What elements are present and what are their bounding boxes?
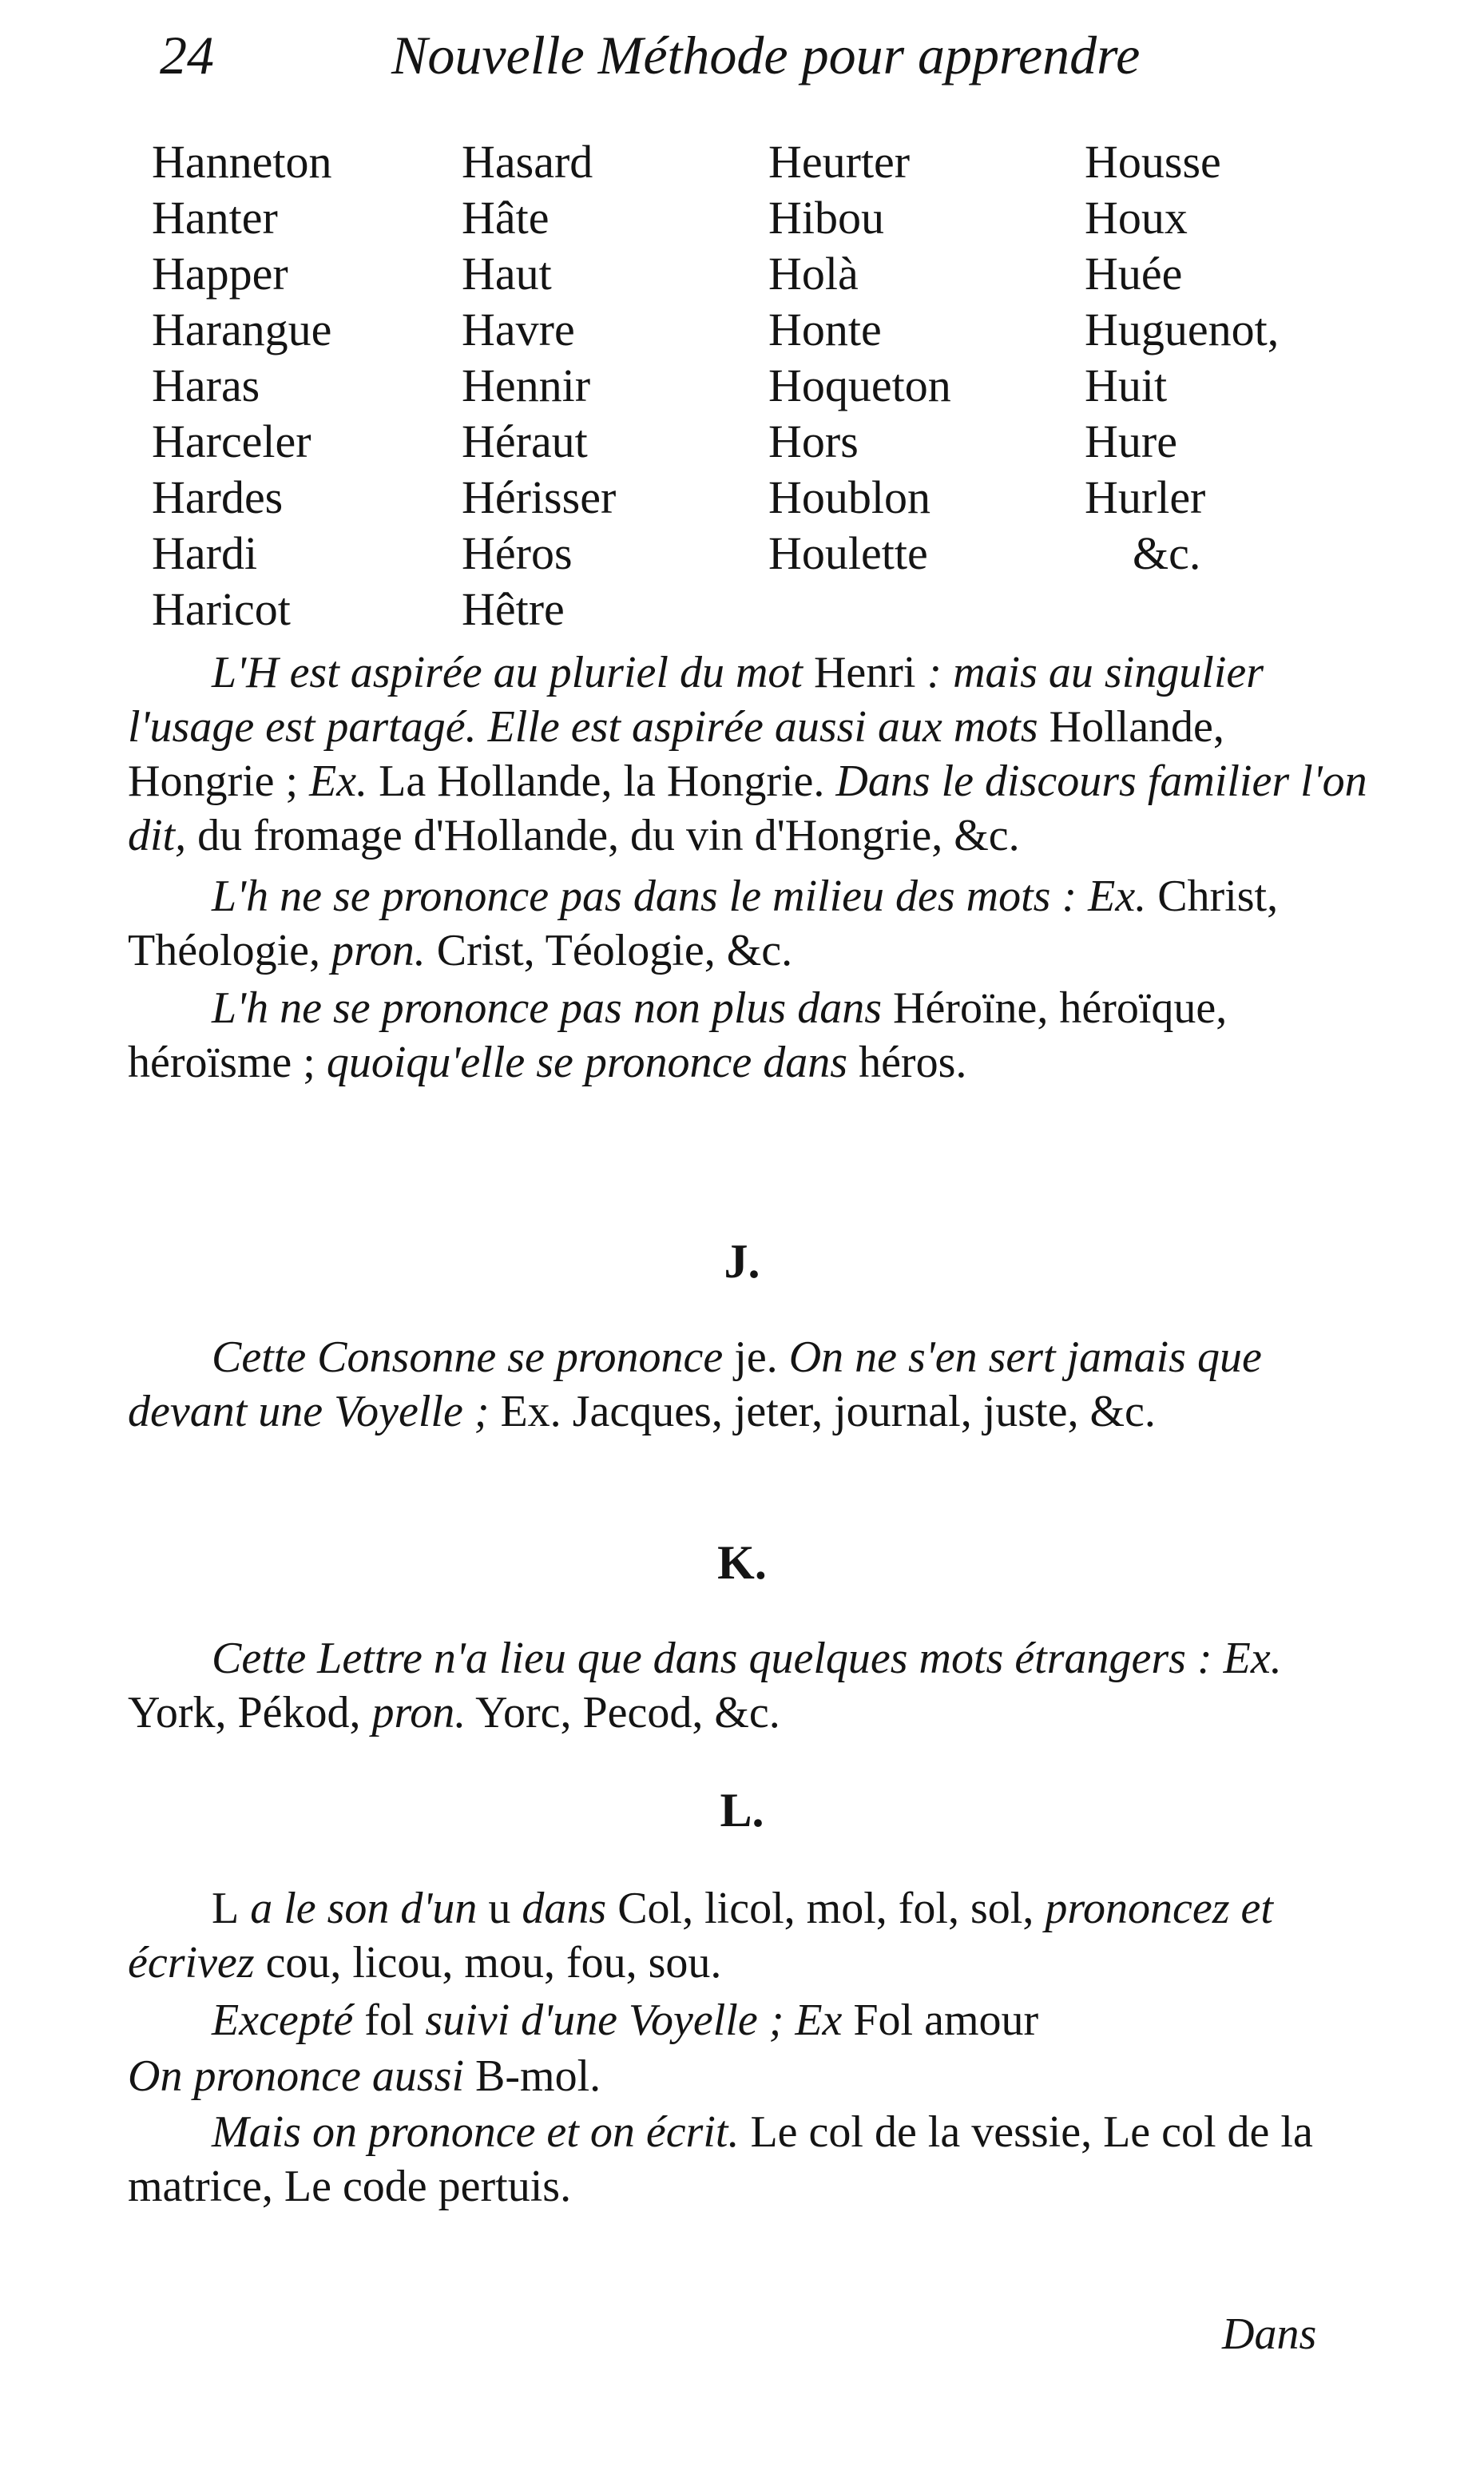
text-run: L'h ne se prononce pas non plus dans (212, 983, 893, 1033)
word-column-4 (1085, 134, 1404, 582)
text-run: Cette Lettre n'a lieu que dans quelques mots étrangers : (212, 1634, 1224, 1683)
word-item: Huée (1085, 248, 1183, 300)
text-run: Christ, Théologie, (128, 872, 1279, 975)
section-heading-l: L. (720, 1784, 764, 1837)
word-item: Houlette (768, 527, 928, 579)
text-run: Ex. (500, 1387, 561, 1436)
word-item: Hanneton (152, 136, 332, 188)
text-run: fol (364, 1995, 415, 2045)
section-l-paragraph-4 (128, 2105, 1382, 2214)
word-item: Holà (768, 248, 859, 300)
text-run: L (212, 1884, 240, 1933)
word-item: Hâte (462, 192, 550, 244)
text-run: pron. (371, 1688, 466, 1737)
word-item: Harceler (152, 415, 311, 467)
section-l-paragraph-3 (128, 2049, 1382, 2103)
word-item: Hure (1085, 415, 1177, 467)
text-run: Ex. (1223, 1634, 1282, 1683)
word-item: Hardes (152, 471, 284, 523)
text-run: a le son d'un (239, 1884, 489, 1933)
text-run: u (488, 1884, 511, 1933)
word-item: Hardi (152, 527, 258, 579)
text-run: je. (734, 1332, 778, 1382)
catchword: Dans (1222, 2309, 1317, 2359)
text-run: York, Pékod, (128, 1688, 372, 1737)
word-item: Hérisser (462, 471, 617, 523)
text-run: prononcez et écrivez (128, 1884, 1273, 1988)
word-item: Hurler (1085, 471, 1206, 523)
text-run: Hollande, Hongrie ; (128, 702, 1224, 806)
word-item: Havre (462, 304, 575, 355)
text-run: Mais on prononce et on écrit. (212, 2107, 751, 2157)
text-run: Excepté (212, 1995, 365, 2045)
word-item: Huguenot, (1085, 304, 1280, 355)
text-run: Ex. (1088, 872, 1147, 921)
word-item: Hennir (462, 359, 591, 411)
word-column-2 (462, 134, 781, 637)
word-item: Haras (152, 359, 260, 411)
word-item: Huit (1085, 359, 1168, 411)
section-j-paragraph (128, 1330, 1382, 1439)
h-note-paragraph-2 (128, 869, 1382, 978)
text-run: Fol amour (842, 1995, 1039, 2045)
text-run: Yorc, Pecod, &c. (466, 1688, 780, 1737)
text-run: suivi d'une Voyelle ; Ex (414, 1995, 843, 2045)
word-item: Héraut (462, 415, 588, 467)
word-item: Housse (1085, 136, 1221, 188)
word-item: Heurter (768, 136, 911, 188)
word-column-1 (152, 134, 471, 637)
text-run: La Hollande, la Hongrie. (367, 756, 836, 806)
text-run: cou, licou, mou, fou, sou. (265, 1938, 722, 1988)
word-item-etc: &c. (1133, 527, 1201, 579)
text-run: Jacques, jeter, journal, juste, &c. (561, 1387, 1156, 1436)
text-run: L'h ne se prononce pas dans le milieu des mots : (212, 872, 1077, 921)
text-run: : mais au singulier l'usage est partagé. Elle est aspirée aussi aux mots (128, 648, 1264, 752)
text-run: L'H (212, 648, 279, 697)
page-header (160, 24, 1278, 96)
text-run: est aspirée au pluriel du mot (278, 648, 814, 697)
word-item: Hêtre (462, 583, 565, 635)
word-item: Haut (462, 248, 552, 300)
section-heading-j: J. (724, 1235, 760, 1288)
word-item: Honte (768, 304, 882, 355)
text-run: du fromage d'Hollande, du vin d'Hongrie, &c. (186, 811, 1020, 860)
text-run: pron. (331, 926, 426, 975)
word-item: Hasard (462, 136, 593, 188)
word-item: Héros (462, 527, 573, 579)
text-run: Dans le discours familier l'on dit, (128, 756, 1367, 860)
text-run: Henri (813, 648, 916, 697)
text-run: Col, licol, mol, fol, sol, (617, 1884, 1034, 1933)
word-item: Hoqueton (768, 359, 951, 411)
page-number: 24 (160, 25, 214, 85)
word-item: Happer (152, 248, 288, 300)
section-l-paragraph-1 (128, 1881, 1382, 1990)
text-run: On prononce aussi (128, 2051, 476, 2101)
text-run: Crist, Téologie, &c. (425, 926, 793, 975)
text-run: Héroïne, héroïque, héroïsme ; (128, 983, 1228, 1087)
word-item: Hanter (152, 192, 278, 244)
running-title: Nouvelle Méthode pour apprendre (391, 25, 1141, 85)
word-item: Haricot (152, 583, 291, 635)
section-heading-k: K. (717, 1536, 767, 1589)
h-note-paragraph-3 (128, 981, 1382, 1090)
text-run: Le col de la vessie, Le col de la matrice, Le code pertuis. (128, 2107, 1313, 2211)
text-run: quoiqu'elle se prononce dans (326, 1038, 848, 1087)
text-run: Ex. (309, 756, 368, 806)
word-column-3 (768, 134, 1088, 582)
text-run: Cette Consonne se prononce (212, 1332, 735, 1382)
section-l-paragraph-2 (128, 1993, 1382, 2047)
word-item: Hibou (768, 192, 884, 244)
word-item: Houx (1085, 192, 1188, 244)
word-item: Harangue (152, 304, 332, 355)
word-item: Hors (768, 415, 859, 467)
text-run: dans (510, 1884, 618, 1933)
section-k-paragraph (128, 1631, 1382, 1740)
text-run: héros. (847, 1038, 967, 1087)
word-item: Houblon (768, 471, 930, 523)
text-run: On ne s'en sert jamais que devant une Voyelle ; (128, 1332, 1262, 1436)
h-note-paragraph-1 (128, 645, 1382, 863)
text-run: B-mol. (475, 2051, 601, 2101)
